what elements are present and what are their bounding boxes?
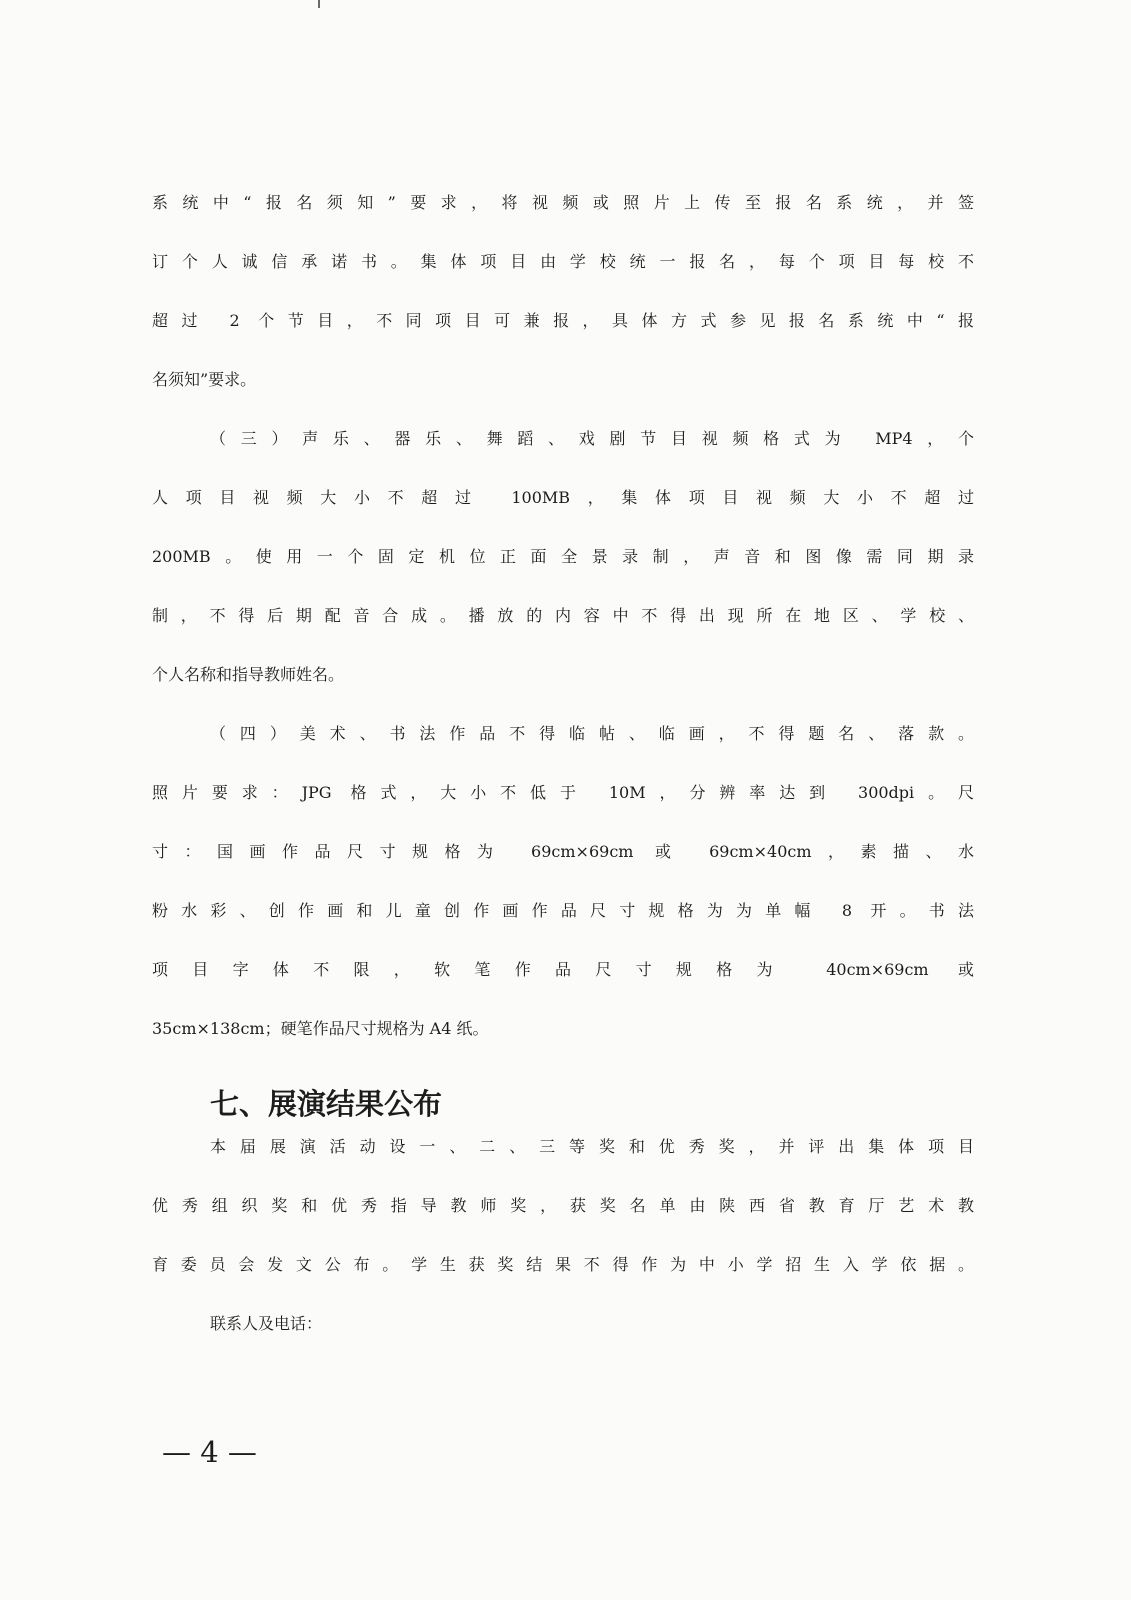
text-line: 照片要求：JPG 格式，大小不低于 10M，分辨率达到 300dpi。尺 <box>152 783 974 802</box>
text-line: 粉水彩、创作画和儿童创作画作品尺寸规格为为单幅 8 开。书法 <box>152 901 974 920</box>
text-line: （三）声乐、器乐、舞蹈、戏剧节目视频格式为 MP4，个 <box>210 429 974 448</box>
text-line: 寸：国画作品尺寸规格为 69cm×69cm 或 69cm×40cm，素描、水 <box>152 842 974 861</box>
text-line: 名须知”要求。 <box>152 370 257 389</box>
text-line: 联系人及电话： <box>210 1314 323 1333</box>
text-line: 超过 2 个节目，不同项目可兼报，具体方式参见报名系统中“报 <box>152 311 974 330</box>
text-line: 项目字体不限，软笔作品尺寸规格为 40cm×69cm 或 <box>152 960 974 979</box>
text-line: 优秀组织奖和优秀指导教师奖，获奖名单由陕西省教育厅艺术教 <box>152 1196 974 1215</box>
text-line: 本届展演活动设一、二、三等奖和优秀奖，并评出集体项目 <box>210 1137 974 1156</box>
text-line: 人项目视频大小不超过 100MB，集体项目视频大小不超过 <box>152 488 974 507</box>
text-line: 200MB。使用一个固定机位正面全景录制，声音和图像需同期录 <box>152 547 974 566</box>
text-line: 系统中“报名须知”要求，将视频或照片上传至报名系统，并签 <box>152 193 974 212</box>
text-line: 制，不得后期配音合成。播放的内容中不得出现所在地区、学校、 <box>152 606 974 625</box>
text-line: 育委员会发文公布。学生获奖结果不得作为中小学招生入学依据。 <box>152 1255 974 1274</box>
section-heading: 七、展演结果公布 <box>210 1087 443 1121</box>
text-line: 个人名称和指导教师姓名。 <box>152 665 345 684</box>
text-line: 35cm×138cm；硬笔作品尺寸规格为 A4 纸。 <box>152 1019 489 1038</box>
text-line: 订个人诚信承诺书。集体项目由学校统一报名，每个项目每校不 <box>152 252 974 271</box>
text-line: （四）美术、书法作品不得临帖、临画，不得题名、落款。 <box>210 724 974 743</box>
scan-mark <box>318 0 320 8</box>
document-body <box>152 190 974 1370</box>
page-number: — 4 — <box>162 1435 257 1469</box>
